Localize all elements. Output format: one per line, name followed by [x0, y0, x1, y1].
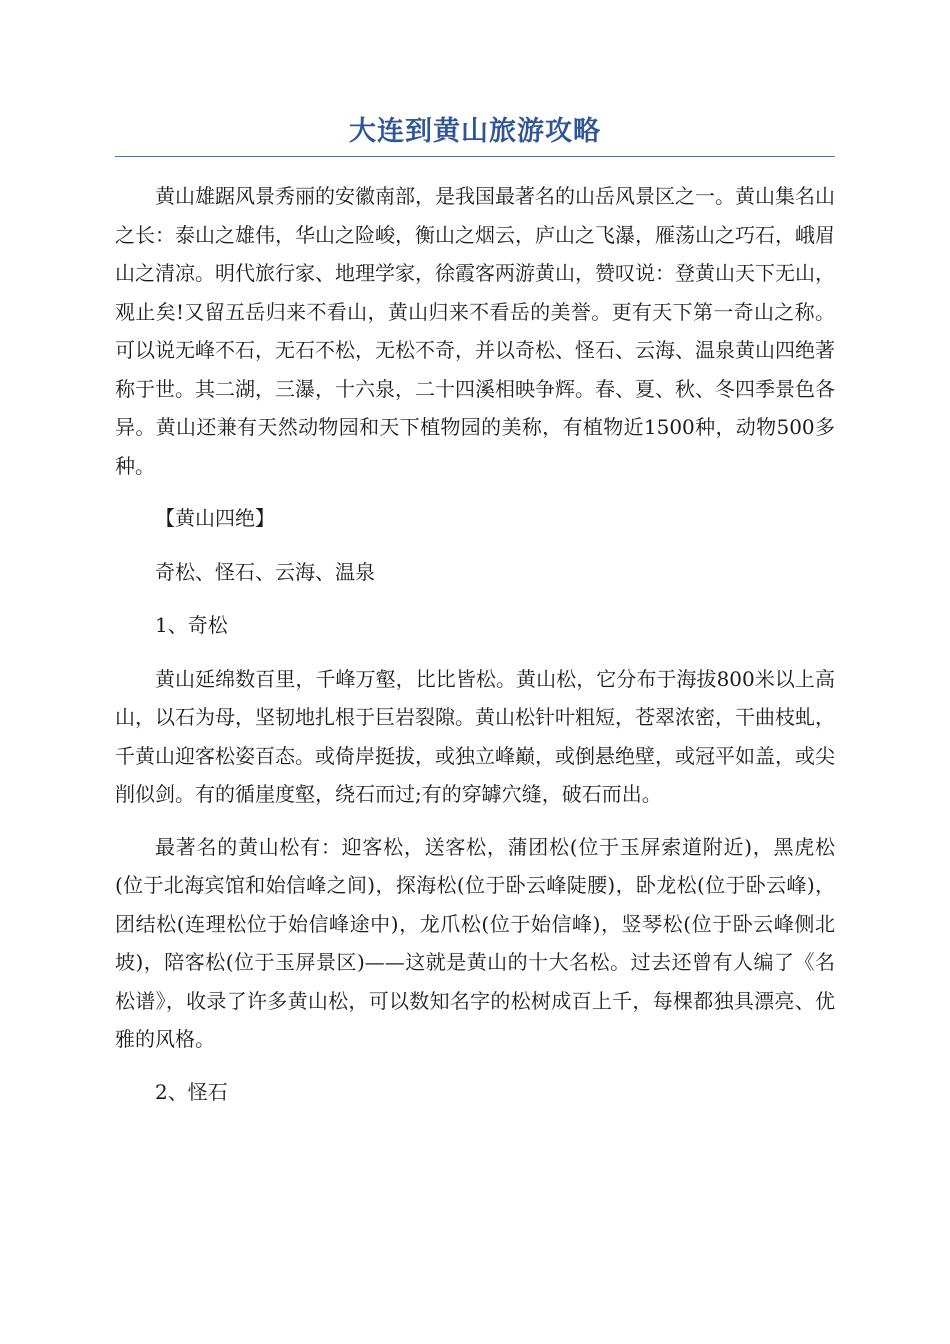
document-title: 大连到黄山旅游攻略	[115, 112, 835, 157]
subheading-pines: 1、奇松	[155, 613, 228, 637]
paragraph-famous-pines: 最著名的黄山松有：迎客松，送客松，蒲团松(位于玉屏索道附近)，黑虎松(位于北海宾馆和始信峰之间)，探海松(位于卧云峰陡腰)，卧龙松(位于卧云峰)，团结松(连理松位于始信峰途中)，龙爪松(位于始信峰)，竖琴松(位于卧云峰侧北坡)，陪客松(位于玉屏景区)——这就是黄山的十大名松。过去还曾有人编了《名松谱》，收录了许多黄山松，可以数知名字的松树成百上千，每棵都独具漂亮、优雅的风格。	[115, 834, 835, 1051]
four-wonders-list: 奇松、怪石、云海、温泉	[155, 559, 375, 584]
paragraph-intro: 黄山雄踞风景秀丽的安徽南部，是我国最著名的山岳风景区之一。黄山集名山之长：泰山之雄伟，华山之险峻，衡山之烟云，庐山之飞瀑，雁荡山之巧石，峨眉山之清凉。明代旅行家、地理学家，徐霞客两游黄山，赞叹说：登黄山天下无山，观止矣!又留五岳归来不看山，黄山归来不看岳的美誉。更有天下第一奇山之称。可以说无峰不石，无石不松，无松不奇，并以奇松、怪石、云海、温泉黄山四绝著称于世。其二湖，三瀑，十六泉，二十四溪相映争辉。春、夏、秋、冬四季景色各异。黄山还兼有天然动物园和天下植物园的美称，有植物近1500种，动物500多种。	[115, 184, 835, 478]
subheading-rocks: 2、怪石	[155, 1079, 228, 1104]
section-heading-four-wonders: 【黄山四绝】	[155, 506, 275, 530]
document-page	[115, 112, 835, 1126]
paragraph-pines: 黄山延绵数百里，千峰万壑，比比皆松。黄山松，它分布于海拔800米以上高山，以石为母，坚韧地扎根于巨岩裂隙。黄山松针叶粗短，苍翠浓密，干曲枝虬，千黄山迎客松姿百态。或倚岸挺拔，或独立峰巅，或倒悬绝壁，或冠平如盖，或尖削似剑。有的循崖度壑，绕石而过;有的穿罅穴缝，破石而出。	[115, 666, 835, 806]
document-body	[115, 177, 835, 1111]
